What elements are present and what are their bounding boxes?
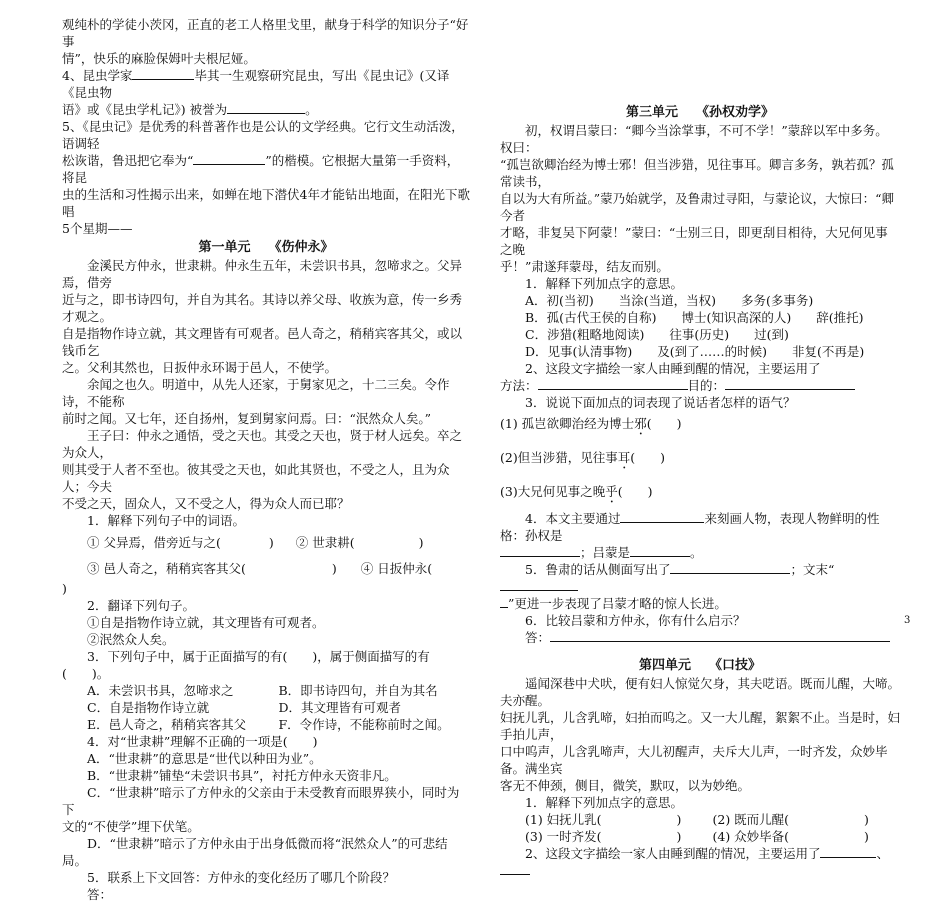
passage-line: 王子曰：仲永之通悟，受之天也。其受之天也，贤于材人远矣。卒之为众人，: [62, 428, 463, 460]
q1-option: D．见事(认清事物) 及(到了……的时候) 非复(不再是): [525, 344, 865, 359]
question-4: 4、昆虫学家 毕其一生观察研究昆虫，写出《昆虫记》(又译《昆虫物: [62, 68, 450, 100]
answer-blank[interactable]: [500, 544, 580, 557]
question-5-cont: 松诙谐，鲁迅把它奉为“ ”的楷模。它根据大量第一手资料，将昆: [62, 153, 460, 185]
intro-line: 观纯朴的学徒小茨冈，正直的老工人格里戈里，献身于科学的知识分子“好事: [62, 17, 469, 49]
answer-blank[interactable]: [500, 578, 578, 591]
answer-blank[interactable]: [630, 544, 690, 557]
q1-option: B．孤(古代王侯的自称) 博士(知识高深的人) 辞(推托): [525, 310, 864, 325]
right-column: [500, 16, 900, 879]
passage-line: 近与之，即书诗四句，并自为其名。其诗以养父母、收族为意，传一乡秀才观之。: [62, 292, 463, 324]
passage-line: 不受之天，固众人，又不受之人，得为众人而已耶？: [62, 496, 350, 511]
question-4b: 4．对“世隶耕”理解不正确的一项是( ): [87, 734, 318, 749]
q4-option: B．“世隶耕”铺垫“未尝识书具”，衬托方仲永天资非凡。: [87, 768, 397, 783]
answer-blank[interactable]: [550, 629, 890, 642]
q2-answer-row: 方法： 目的：: [500, 377, 900, 394]
answer-blank[interactable]: [820, 845, 876, 858]
passage-line: 之。父利其然也，日扳仲永环谒于邑人，不使学。: [62, 360, 338, 375]
question-2: 2．翻译下列句子。: [87, 598, 195, 613]
q1-row: ③ 邑人奇之，稍稍宾客其父( ) ④ 日扳仲永(: [87, 561, 433, 576]
q4-option: C．“世隶耕”暗示了方仲永的父亲由于未受教育而眼界狭小，同时为下: [62, 785, 460, 817]
passage-line: 客无不伸颈，侧目，微笑，默叹，以为妙绝。: [500, 778, 751, 793]
answer-blank[interactable]: [132, 67, 194, 80]
question-5b: 5．联系上下文回答：方仲永的变化经历了哪几个阶段？: [87, 870, 395, 885]
left-column: [62, 16, 470, 903]
purpose-blank[interactable]: [725, 377, 855, 390]
passage-line: 前时之闻。又七年，还自扬州，复到舅家问焉。曰：“泯然众人矣。”: [62, 411, 432, 426]
page-number: 3: [904, 615, 911, 626]
passage-line: 遥闻深巷中犬吠，便有妇人惊觉欠身，其夫呓语。既而儿醒，大啼。夫亦醒。: [500, 676, 901, 708]
unit4-title: 第四单元 《口技》: [638, 658, 762, 673]
passage-line: 金溪民方仲永，世隶耕。仲永生五年，未尝识书具，忽啼求之。父异焉，借旁: [62, 258, 463, 290]
answer-blank[interactable]: [500, 862, 530, 875]
question-1: 1．解释下列句子中的词语。: [87, 513, 245, 528]
q1-row: ① 父异焉，借旁近与之( ) ② 世隶耕( ): [87, 535, 424, 550]
answer-blank[interactable]: [193, 152, 265, 165]
question-4: 4．本文主要通过 来刻画人物，表现人物鲜明的性格：孙权是: [500, 511, 880, 543]
unit1-title: 第一单元 《伤仲永》: [198, 240, 334, 255]
passage-line: 初，权谓吕蒙曰：“卿今当涂掌事，不可不学！”蒙辞以军中多务。权曰：: [500, 123, 888, 155]
answer-blank[interactable]: [670, 561, 790, 574]
answer-label: 答：: [87, 887, 113, 902]
question-4-cont: ；吕蒙是 。: [500, 544, 900, 561]
q1-option: A．初(当初) 当涂(当道，当权) 多务(多事务): [525, 293, 814, 308]
passage-line: 才略，非复吴下阿蒙！”蒙曰：“士别三日，即更刮目相待，大兄何见事之晚: [500, 225, 888, 257]
question-5-cont: 虫的生活和习性揭示出来，如蝉在地下潜伏4年才能钻出地面，在阳光下歌唱: [62, 187, 470, 219]
q1-row-end: ): [62, 581, 67, 596]
question-5: 5．鲁肃的话从侧面写出了 ；文末“: [500, 561, 900, 595]
passage-line: 余闻之也久。明道中，从先人还家，于舅家见之，十二三矣。令作诗，不能称: [62, 377, 450, 409]
q1b-items: (3) 一时齐发( ) (4) 众妙毕备( ): [525, 829, 869, 844]
question-5: 5、《昆虫记》是优秀的科普著作也是公认的文学经典。它行文生动活泼，语调轻: [62, 119, 464, 151]
question-4-cont: 语》或《昆虫学札记》) 被誉为 。: [62, 102, 318, 117]
q3-options: C．自是指物作诗立就 D．其文理皆有可观者: [87, 700, 402, 715]
passage-line: “孤岂欲卿治经为博士邪！但当涉猎，见往事耳。卿言多务，孰若孤？孤常读书，: [500, 157, 894, 189]
question-5-cont: ”更进一步表现了吕蒙才略的惊人长进。: [500, 595, 900, 612]
q3-item: (3)大兄何见事之晚乎( ): [500, 484, 653, 499]
passage-line: 自以为大有所益。”蒙乃始就学，及鲁肃过寻阳，与蒙论议，大惊曰：“卿今者: [500, 191, 895, 223]
question-1: 1．解释下列加点字的意思。: [525, 276, 683, 291]
question-3: 3．说说下面加点的词表现了说话者怎样的语气？: [525, 395, 796, 410]
unit3-title: 第三单元 《孙权劝学》: [625, 105, 775, 120]
q2-item: ①自是指物作诗立就，其文理皆有可观者。: [87, 615, 325, 630]
question-5-cont: 5个星期——: [62, 221, 133, 236]
question-6: 6．比较吕蒙和方仲永，你有什么启示？: [525, 613, 746, 628]
q3-item: (1) 孤岂欲卿治经为博士邪( ): [500, 416, 682, 431]
q2-item: ②泯然众人矣。: [87, 632, 175, 647]
answer-row: 答：: [500, 629, 900, 646]
question-3: 3．下列句子中，属于正面描写的有( )，属于侧面描写的有( )。: [62, 649, 430, 681]
q4-option: A．“世隶耕”的意思是“世代以种田为业”。: [87, 751, 322, 766]
q3-options: A．未尝识书具，忽啼求之 B．即书诗四句，并自为其名: [87, 683, 438, 698]
passage-line: 则其受于人者不至也。彼其受之天也，如此其贤也，不受之人，且为众人；今夫: [62, 462, 450, 494]
intro-line: 情”，快乐的麻脸保姆叶夫根尼娅。: [62, 51, 256, 66]
passage-line: 妇抚儿乳，儿含乳啼，妇拍而呜之。又一大儿醒，絮絮不止。当是时，妇手拍儿声，: [500, 710, 901, 742]
q1b-items: (1) 妇抚儿乳( ) (2) 既而儿醒( ): [525, 812, 869, 827]
question-1b: 1．解释下列加点字的意思。: [525, 795, 683, 810]
q3-item: (2)但当涉猎，见往事耳( ): [500, 450, 665, 465]
question-2: 2、这段文字描绘一家人由睡到醒的情况，主要运用了: [525, 361, 821, 376]
question-2b: 2、这段文字描绘一家人由睡到醒的情况，主要运用了 、: [500, 845, 900, 879]
q3-options: E．邑人奇之，稍稍宾客其父 F．令作诗，不能称前时之闻。: [87, 717, 450, 732]
passage-line: 口中呜声，儿含乳啼声，大儿初醒声，夫斥大儿声，一时齐发，众妙毕备。满坐宾: [500, 744, 888, 776]
answer-blank[interactable]: [620, 510, 704, 523]
q1-option: C．涉猎(粗略地阅读) 往事(历史) 过(到): [525, 327, 789, 342]
q4-option: 文的“不使学”埋下伏笔。: [62, 819, 200, 834]
answer-blank[interactable]: [500, 595, 508, 608]
q4-option: D．“世隶耕”暗示了方仲永由于出身低微而将“泯然众人”的可悲结局。: [62, 836, 448, 868]
method-blank[interactable]: [538, 377, 688, 390]
passage-line: 乎！”肃遂拜蒙母，结友而别。: [500, 259, 669, 274]
answer-blank[interactable]: [227, 101, 305, 114]
passage-line: 自是指物作诗立就，其文理皆有可观者。邑人奇之，稍稍宾客其父，或以钱币乞: [62, 326, 463, 358]
